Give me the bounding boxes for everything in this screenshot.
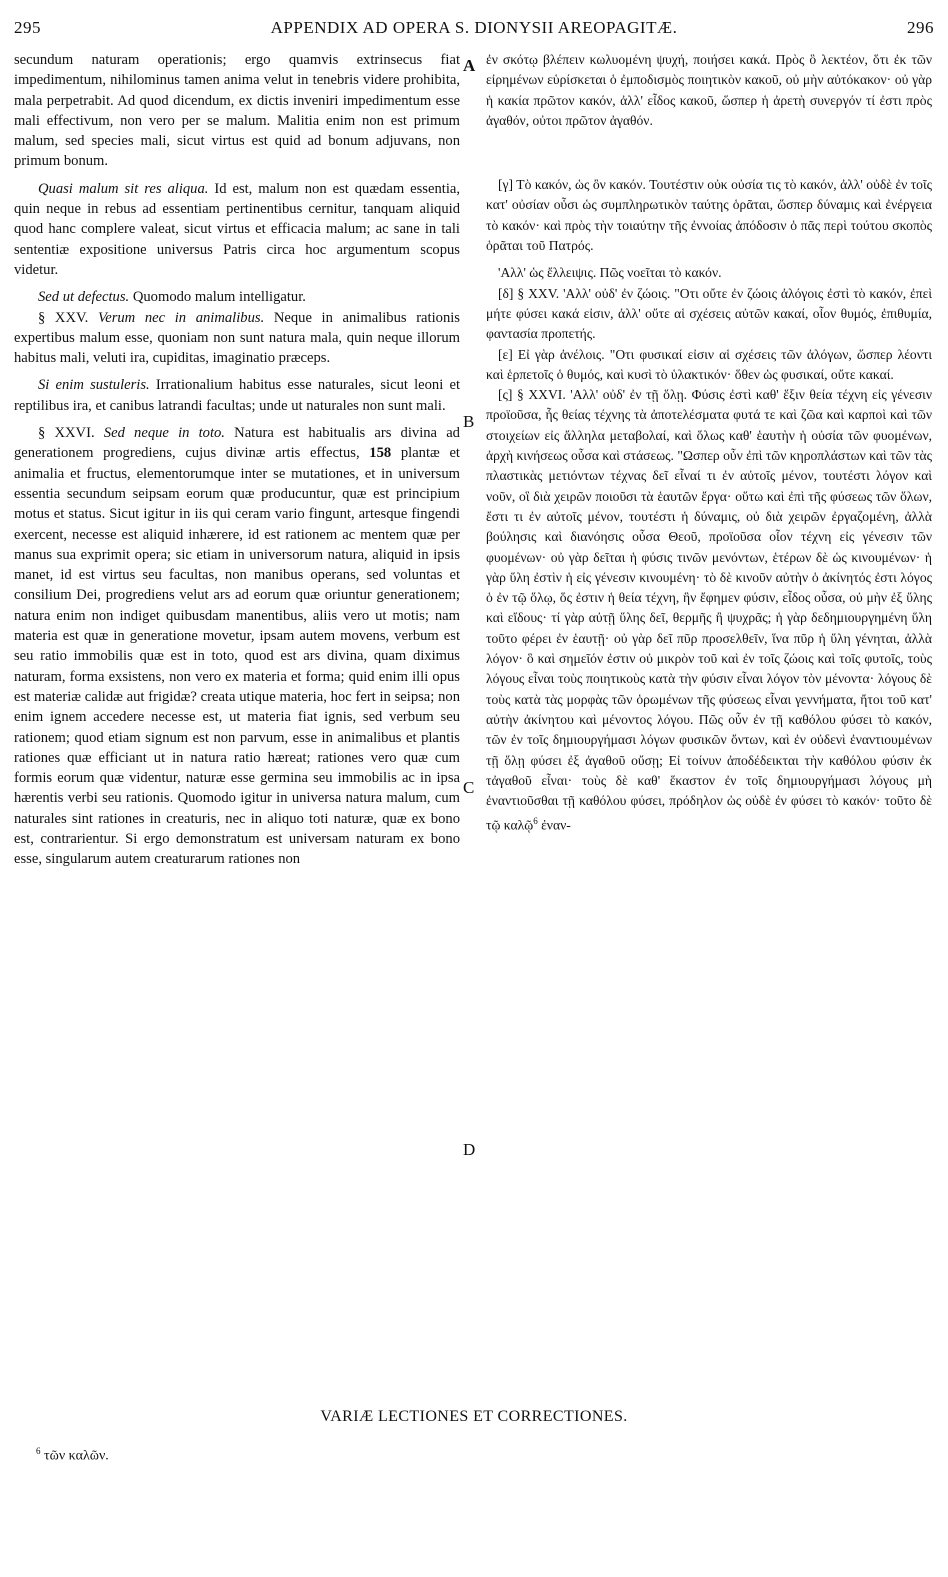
footnote-text: τῶν καλῶν. xyxy=(40,1448,109,1464)
footnote-number: 6 xyxy=(36,1446,41,1456)
lemma: Si enim sustuleris. xyxy=(38,377,150,394)
latin-paragraph: § XXVI. Sed neque in toto. Natura est habitualis ars divina ad generationem progrediens, cujus divinæ artis effectus, 158 plantæ et animalia et fructus, elementorumque inter se mutationes, et in universum essentia secundum seipsam eorum quæ producuntur, quæ est principium motus et status. Sicut igitur in iis qui ceram vario fingunt, artesque fingendi exercent, necesse est aliquid inhærere, id est rationem ac mentem quæ per manus sua exprimit opera; sic etiam in universorum natura, aliquid in ipsis manet, id est virtus seu facultas, non manibus operans, sed voluntas et consilium Dei, progrediens velut ars ad eorum quæ oriuntur generationem; natura enim non indiget quibusdam manentibus, aliis vero ut motis; nam materia est quæ in generatione movetur, ipsam autem movens, verbum est seu ratio immobilis quæ est in toto, quod est ars divina, quam diximus naturam, forma exsistens, non vero ex materia et forma; quid enim illi opus est materiæ calidæ aut frigidæ? creata utique materia, hoc fert in seipsa; non enim ignem accedere necesse est, ut materia fiat ignis, sed verbum seu rationem; quod etiam signum est non parvum, esse in animalibus et plantis rationes quæ efficiant ut in natura ratio hæreat; rationes vero quæ cum formis eorum quæ videntur, naturæ esse germina seu immobilis ac in ipsa hærentis verbi seu rationis. Quomodo igitur in universa natura malum, cum naturales sint rationes in creaturis, nec in aliquo toti naturæ, quæ ex bono est, contrarientur. Si ergo demonstratum est universam naturam ex bono esse, singularum autem creaturarum rationes non xyxy=(14,425,460,868)
greek-paragraph: [δ] § XXV. 'Αλλ' οὐδ' ἐν ζώοις. "Οτι οὔτε ἐν ζώοις ἀλόγοις ἐστὶ τὸ κακόν, ἐπεὶ μήτε φύσει κακά εἰσιν, ἀλλ' οὔτε αἱ σχέσεις αὐτῶν κακαί, οἷον θυμός, ἐπιθυμία, φαντασία προπετής. xyxy=(486,285,932,342)
lemma: Verum nec in animalibus. xyxy=(97,309,265,326)
page-number-left: 295 xyxy=(14,18,41,37)
footnote-ref: 6 xyxy=(533,816,538,827)
greek-paragraph: [ς] § XXVI. 'Αλλ' οὐδ' ἐν τῇ ὅλῃ. Φύσις ἐστὶ καθ' ἕξιν θεία τέχνη εἰς γένεσιν προϊοῦσα, ἧς θείας τέχνης τὰ ἀποτελέσματα φυτά τε καὶ ζῶα καὶ καρποὶ καὶ τῶν στοιχείων εἰς ἄλληλα μεταβολαί, καὶ ὅλως καθ' ἑαυτὴν ἡ οὐσία τῶν φυομένων, ἀρχὴ κινήσεως οὖσα καὶ στάσεως. "Ωσπερ οὖν ἐπὶ τῶν κηροπλάστων καὶ τῶν τὰς πλαστικὰς μετιόντων τέχνας δεῖ εἶναί τι ἐν αὐτοῖς μένον, τουτέστι λόγον καὶ νοῦν, οἳ διὰ χειρῶν ποιοῦσι τὰ ἑαυτῶν ἔργα· οὕτω καὶ ἐπὶ τῆς φύσεως τῶν ὅλων, ἔστι τι ἐν αὐτοῖς μένον, τουτέστι ἡ δύναμις, οὐ διὰ χειρῶν ἐργαζομένη, ἀλλὰ βούλησις καὶ διανόησις οὖσα Θεοῦ, προϊοῦσα οἷον τέχνη εἰς γένεσιν τῶν φυομένων· οὐ γὰρ δεῖται ἡ φύσις τινῶν μενόντων, ἑτέρων δὲ ὡς κινουμένων· ἡ γὰρ ὕλη ἐστὶν ἡ εἰς γένεσιν κινουμένη· τὸ δὲ κινοῦν αὐτὴν ὁ ἀκίνητός ἐστι λόγος ὁ ἐν τῷ ὅλῳ, ὅς ἐστιν ἡ θεία τέχνη, ἣν ἔφημεν φύσιν, εἶδος οὖσα, οὐ μὴν ἐξ ὕλης καὶ εἴδους· τί γὰρ αὐτῇ ὕλης δεῖ, θερμῆς ἢ ψυχρᾶς; ἡ γὰρ δεδημιουργημένη ὕλη τοῦτο φέρει ἐν ἑαυτῇ· οὐ γὰρ δεῖ πῦρ προσελθεῖν, ἵνα πῦρ ἡ ὕλη γένηται, ἀλλὰ λόγον· ὃ καὶ σημεῖόν ἐστιν οὐ μικρὸν τοῦ καὶ ἐν τοῖς ζώοις καὶ τοῖς φυτοῖς, τοὺς λόγους εἶναι τοὺς ποιητικοὺς κατὰ τὴν φύσιν εἶναι λόγον τὸν μένοντα· λόγους δὲ τοὺς κατὰ τὰς μορφὰς τῶν ὁρωμένων τῆς φύσεως εἶναι γεννήματα, ἤτοι τοῦ κατ' αὐτὴν ἀκίνητου καὶ μένοντος λόγου. Πῶς οὖν ἐν τῇ καθόλου φύσει τὸ κακόν, τῶν ἐν τοῖς δημιουργήμασι λόγων φυσικῶν ὄντων, καὶ ἐν οὐδενὶ ἐναντιουμένων τῇ ὅλῃ φύσει ἐξ ἀγαθοῦ οὔσῃ; Εἰ τοίνυν ἀποδέδεικται τὴν καθόλου φύσιν ἐκ τἀγαθοῦ εἶναι· τοὺς δὲ καθ' ἕκαστον ἐν τοῖς δημιουργήμασι λόγους μὴ ἐναντιοῦσθαι τῇ καθόλου φύσει, πρόδηλον ὡς οὐδὲ ἐν φύσει τὸ κακόν· τοῦτο δὲ τῷ καλῷ$^6$ ἐναν- xyxy=(486,387,932,833)
variae-lectiones-heading: VARIÆ LECTIONES ET CORRECTIONES. xyxy=(320,1408,628,1425)
greek-paragraph: 'Αλλ' ὡς ἔλλειψις. Πῶς νοεῖται τὸ κακόν. xyxy=(498,265,722,281)
margin-marker-b: B xyxy=(463,412,475,431)
latin-paragraph: secundum naturam operationis; ergo quamvis extrinsecus fiat impedimentum, nihilominus tamen anima velut in tenebris videre prohibita, mala perpetrabit. Ad quod dicendum, ex dictis inveniri impedimentum esse mali effectivum, non vero per se malum. Malitia enim non est primum malum, sed species mali, sicut virtus est quid ad bonum adjuvans, non primum bonum. xyxy=(14,52,460,170)
latin-paragraph: Quasi malum sit res aliqua. Id est, malum non est quædam essentia, quin neque in rebus ad essentiam pertinentibus cernitur, tanquam aliquid quod hanc complere valeat, sicut virtus et efficacia malum; ac sane in tali sententiæ expositione universus Patris circa hoc argumentum scopus videtur. xyxy=(14,180,460,278)
latin-column xyxy=(14,50,460,870)
page-number-right: 296 xyxy=(907,18,934,37)
running-title: APPENDIX AD OPERA S. DIONYSII AREOPAGITÆ. xyxy=(270,18,678,37)
latin-paragraph: § XXV. Verum nec in animalibus. Neque in animalibus rationis expertibus malum esse, quoniam non sunt natura mala, quin neque illorum habitus mali, veluti ira, cupiditas, imaginatio præceps. xyxy=(14,309,460,367)
lemma: Sed ut defectus. xyxy=(38,289,130,306)
section-number: § XXVI. xyxy=(38,425,95,442)
latin-paragraph: Si enim sustuleris. Irrationalium habitus esse naturales, sicut leoni et reptilibus ira, et canibus latrandi facultas; unde ut naturales non sunt mali. xyxy=(14,377,460,414)
latin-paragraph: Sed ut defectus. Quomodo malum intelligatur. xyxy=(38,289,306,306)
greek-paragraph: [γ] Τὸ κακόν, ὡς ὂν κακόν. Τουτέστιν οὐκ οὐσία τις τὸ κακόν, ἀλλ' οὐδὲ ἐν τοῖς κατ' οὐσίαν οὖσι ὡς συμπληρωτικὸν ταύτης ὁρᾶται, ὥσπερ δύναμις καὶ ἐνέργεια τὸ κακόν· καὶ πρὸς τὴν τοιαύτην τῆς ἐννοίας ἀπόδοσιν ὁ πᾶς περὶ τούτου σκοπὸς ὁρᾶται τοῦ Πατρός. xyxy=(486,177,932,254)
footnote xyxy=(36,1446,109,1465)
greek-paragraph: [ε] Εἰ γὰρ ἀνέλοις. "Οτι φυσικαί εἰσιν αἱ σχέσεις τῶν ἀλόγων, ὥσπερ λέοντι καὶ ἑρπετοῖς ὁ θυμός, καὶ κυσὶ τὸ ὑλακτικόν· ὅθεν ὡς φυσικαί, οὔτε κακαί. xyxy=(486,346,932,382)
margin-marker-a: A xyxy=(463,56,476,75)
lemma: Sed neque in toto. xyxy=(103,425,225,442)
margin-marker-c: C xyxy=(463,778,475,797)
column-number: 158 xyxy=(369,445,392,462)
page-header xyxy=(14,14,934,44)
section-number: § XXV. xyxy=(38,309,89,326)
margin-marker-d: D xyxy=(463,1140,476,1159)
lemma: Quasi malum sit res aliqua. xyxy=(38,180,209,197)
greek-paragraph: ἐν σκότῳ βλέπειν κωλυομένη ψυχή, ποιήσει κακά. Πρὸς ὃ λεκτέον, ὅτι ἐκ τῶν εἰρημένων εὑρίσκεται ὁ ἐμποδισμὸς ποιητικὸν κακοῦ, οὐ μὴν αὐτόκακον· οὐ γὰρ ἡ κακία πρῶτον κακόν, ἀλλ' εἶδος κακοῦ, ὥσπερ ἡ ἀρετὴ συνεργόν τί ἐστι πρὸς ἀγαθόν, οὐτοι πρῶτον ἀγαθόν. xyxy=(486,52,932,128)
greek-column xyxy=(486,50,932,836)
